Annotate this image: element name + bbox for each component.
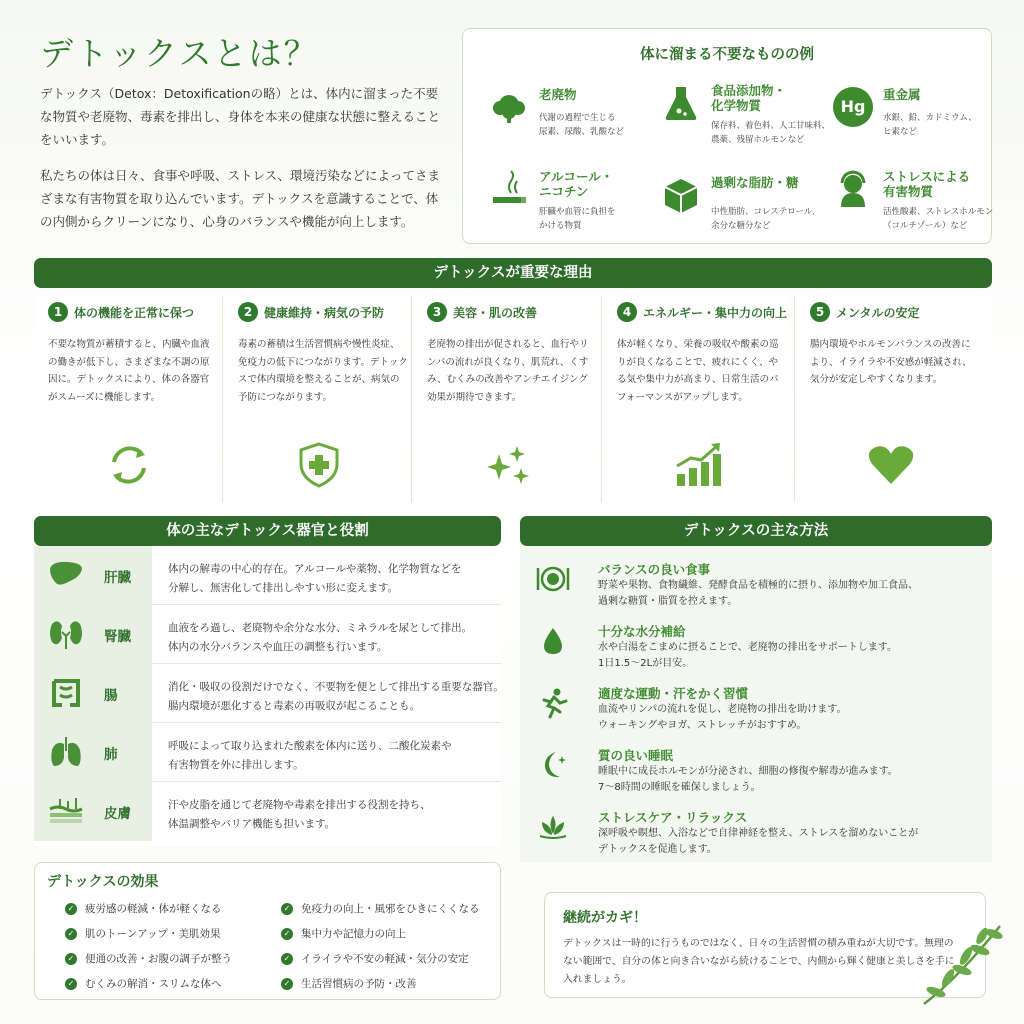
reason-card-5 <box>796 296 992 502</box>
intro-paragraph-1: デトックス（Detox：Detoxificationの略）とは、体内に溜まった不要な物質や老廃物、毒素を排出し、身体を本来の健康な状態に整えることをいいます。 <box>40 86 441 147</box>
method-line: 睡眠中に成長ホルモンが分泌され、細胞の修復や解毒が進みます。 <box>598 766 898 777</box>
method-description <box>598 826 988 858</box>
effects-panel <box>34 862 501 1000</box>
method-line: 水や白湯をこまめに摂ることで、老廃物の排出をサポートします。 <box>598 642 897 653</box>
divider <box>601 296 602 502</box>
method-relax <box>520 800 992 862</box>
method-title: 質の良い睡眠 <box>598 748 674 763</box>
page-title: デトックスとは？ <box>40 34 319 73</box>
sparkle-icon <box>483 440 533 490</box>
organ-description <box>168 796 498 834</box>
method-description <box>598 764 988 796</box>
substance-stress <box>819 169 994 239</box>
cloud-molecule-icon <box>489 87 529 127</box>
divider <box>411 296 412 502</box>
method-line: 血流やリンパの流れを促し、老廃物の排出を助けます。 <box>598 704 847 715</box>
effect-item <box>65 976 222 991</box>
substance-additives <box>647 83 831 153</box>
intestine-icon <box>48 677 84 709</box>
effect-item <box>281 951 469 966</box>
effect-text: 集中力や記憶力の向上 <box>301 928 406 940</box>
substance-desc-2: 農薬、残留ホルモンなど <box>711 135 805 145</box>
reason-number: 5 <box>810 302 830 322</box>
organ-label-cell <box>34 664 152 723</box>
method-diet <box>520 552 992 614</box>
check-icon: ✓ <box>281 978 293 990</box>
substance-name: アルコール・ ニコチン <box>539 169 614 199</box>
leaf-branch-icon <box>918 918 1008 1008</box>
substance-name: 重金属 <box>883 87 921 102</box>
substance-name: 食品添加物・ 化学物質 <box>711 83 787 113</box>
method-title: ストレスケア・リラックス <box>598 810 748 825</box>
organs-panel <box>34 546 504 846</box>
effect-text: 免疫力の向上・風邪をひきにくくなる <box>301 903 480 915</box>
method-line: ウォーキングやヨガ、ストレッチがおすすめ。 <box>598 720 807 731</box>
reason-title: 美容・肌の改善 <box>453 306 538 320</box>
organ-name: 腎臓 <box>104 629 131 645</box>
effect-text: 疲労感の軽減・体が軽くなる <box>85 903 222 915</box>
liver-icon <box>48 559 84 591</box>
substance-desc-2: 尿素、尿酸、乳酸など <box>539 127 625 137</box>
effect-text: 生活習慣病の予防・改善 <box>301 978 417 990</box>
method-title: バランスの良い食事 <box>598 562 711 577</box>
substance-name: 老廃物 <box>539 87 577 102</box>
organ-line: 有害物質を外に排出します。 <box>168 759 304 771</box>
reason-title: 健康維持・病気の予防 <box>264 306 385 320</box>
skin-layer-icon <box>48 795 84 827</box>
water-drop-icon <box>536 624 570 658</box>
organ-label-cell <box>34 782 152 841</box>
organ-name: 肝臓 <box>104 570 131 586</box>
effects-title: デトックスの効果 <box>47 874 159 890</box>
stressed-head-icon <box>833 169 873 209</box>
organ-description <box>168 560 498 598</box>
reasons-header: デトックスが重要な理由 <box>34 258 992 288</box>
organ-row-liver <box>34 546 501 605</box>
organ-line: 分解し、無害化して排出しやすい形に変えます。 <box>168 582 399 594</box>
method-line: デトックスを促進します。 <box>598 844 717 855</box>
substance-desc-1: 水銀、鉛、カドミウム、 <box>883 113 977 123</box>
effect-item <box>65 951 232 966</box>
substance-name: ストレスによる 有害物質 <box>883 169 971 199</box>
organ-name: 皮膚 <box>104 806 131 822</box>
organ-line: 呼吸によって取り込まれた酸素を体内に送り、二酸化炭素や <box>168 740 452 752</box>
plate-cutlery-icon <box>536 562 570 596</box>
check-icon: ✓ <box>281 903 293 915</box>
organ-description <box>168 737 498 775</box>
key-text: デトックスは一時的に行うものではなく、日々の生活習慣の積み重ねが大切です。無理のない範囲で、自分の体と向き合いながら続けることで、内側から輝く健康と美しさを手に入れましょう。 <box>563 938 955 985</box>
check-icon: ✓ <box>65 978 77 990</box>
organ-row-lungs <box>34 723 501 782</box>
intro-paragraph-2: 私たちの体は日々、食事や呼吸、ストレス、環境汚染などによってさまざまな有害物質を取り込んでいます。デトックスを意識することで、体の内側からクリーンになり、心身のバランスや機能が向上します。 <box>40 168 441 229</box>
reason-text: 老廃物の排出が促されると、血行やリンパの流れが良くなり、肌荒れ、くすみ、むくみの改善やアンチエイジング効果が期待できます。 <box>427 339 589 403</box>
refresh-cycle-icon <box>104 440 154 490</box>
effect-text: 肌のトーンアップ・美肌効果 <box>85 928 221 940</box>
organ-description <box>168 619 498 657</box>
reason-title: エネルギー・集中力の向上 <box>643 306 788 320</box>
method-description <box>598 702 988 734</box>
reason-card-3 <box>413 296 599 502</box>
check-icon: ✓ <box>281 928 293 940</box>
organ-row-skin <box>34 782 501 841</box>
method-line: 過剰な糖質・脂質を控えます。 <box>598 596 738 607</box>
organ-label-cell <box>34 723 152 782</box>
organ-label-cell <box>34 605 152 664</box>
moon-icon <box>536 748 570 782</box>
growth-chart-icon <box>673 440 723 490</box>
heart-icon <box>866 440 916 490</box>
substance-fat-sugar <box>647 175 821 245</box>
substance-desc-1: 保存料、着色料、人工甘味料、 <box>711 121 831 131</box>
check-icon: ✓ <box>65 928 77 940</box>
cigarette-icon <box>489 169 529 209</box>
substance-desc-1: 肝臓や血管に負担を <box>539 207 616 217</box>
methods-panel <box>520 546 992 862</box>
reason-number: 4 <box>617 302 637 322</box>
method-title: 十分な水分補給 <box>598 624 686 639</box>
divider <box>222 296 223 502</box>
method-line: 深呼吸や瞑想、入浴などで自律神経を整え、ストレスを溜めないことが <box>598 828 919 839</box>
organ-line: 血液をろ過し、老廃物や余分な水分、ミネラルを尿として排出。 <box>168 622 473 634</box>
substance-desc-2: かける物質 <box>539 221 582 231</box>
reason-card-1 <box>34 296 220 502</box>
organ-line: 汗や皮脂を通じて老廃物や毒素を排出する役割を持ち、 <box>168 799 431 811</box>
organ-name: 肺 <box>104 747 118 763</box>
effect-text: イライラや不安の軽減・気分の安定 <box>301 953 469 965</box>
method-description <box>598 578 988 610</box>
sugar-cube-icon <box>661 175 701 215</box>
method-title: 適度な運動・汗をかく習慣 <box>598 686 749 701</box>
reason-number: 1 <box>48 302 68 322</box>
substance-desc-2: ヒ素など <box>883 127 918 137</box>
organ-row-intestine <box>34 664 504 723</box>
method-exercise <box>520 676 992 738</box>
divider <box>794 296 795 502</box>
kidney-icon <box>48 618 84 650</box>
effect-text: むくみの解消・スリムな体へ <box>85 978 222 990</box>
reason-card-2 <box>224 296 410 502</box>
substance-heavy-metals <box>819 87 989 157</box>
substances-title: 体に溜まる不要なものの例 <box>640 47 814 63</box>
check-icon: ✓ <box>281 953 293 965</box>
running-person-icon <box>536 686 570 720</box>
reason-title: 体の機能を正常に保つ <box>74 306 195 320</box>
organ-line: 体内の水分バランスや血圧の調整も行います。 <box>168 641 388 653</box>
reason-title: メンタルの安定 <box>836 306 920 320</box>
methods-header: デトックスの主な方法 <box>520 516 992 546</box>
method-line: 野菜や果物、食物繊維、発酵食品を積極的に摂り、添加物や加工食品、 <box>598 580 918 591</box>
substance-name: 過剰な脂肪・糖 <box>711 175 799 190</box>
method-line: 1日1.5〜2Lが目安。 <box>598 658 693 669</box>
substance-desc-1: 中性脂肪、コレステロール、 <box>711 207 821 217</box>
method-hydration <box>520 614 992 676</box>
substance-desc-1: 代謝の過程で生じる <box>539 113 616 123</box>
organ-description <box>168 678 504 716</box>
check-icon: ✓ <box>65 953 77 965</box>
effect-item <box>281 926 406 941</box>
method-line: 7〜8時間の睡眠を確保しましょう。 <box>598 782 761 793</box>
flask-icon <box>661 83 701 123</box>
organ-label-cell <box>34 546 152 605</box>
effect-item <box>65 901 222 916</box>
hg-icon: Hg <box>833 87 873 127</box>
reason-text: 体が軽くなり、栄養の吸収や酸素の巡りが良くなることで、疲れにくく、やる気や集中力が高まり、日常生活のパフォーマンスがアップします。 <box>617 339 779 403</box>
reason-card-4 <box>603 296 789 502</box>
reason-number: 3 <box>427 302 447 322</box>
organ-line: 腸内環境が悪化すると毒素の再吸収が起こることも。 <box>168 700 420 712</box>
reason-text: 腸内環境やホルモンバランスの改善により、イライラや不安感が軽減され、気分が安定しやすくなります。 <box>810 339 972 385</box>
key-title: 継続がカギ！ <box>563 910 647 926</box>
substance-desc-1: 活性酸素、ストレスホルモン <box>883 207 994 217</box>
effect-item <box>281 901 480 916</box>
method-description <box>598 640 988 672</box>
shield-cross-icon <box>294 440 344 490</box>
substance-desc-2: 余分な糖分など <box>711 221 771 231</box>
reason-number: 2 <box>238 302 258 322</box>
substance-alcohol <box>475 169 645 239</box>
organ-line: 体内の解毒の中心的存在。アルコールや薬物、化学物質などを <box>168 563 462 575</box>
substance-desc-2: （コルチゾール）など <box>883 221 968 231</box>
substance-waste <box>475 87 645 157</box>
reason-text: 不要な物質が蓄積すると、内臓や血液の働きが低下し、さまざまな不調の原因に。デトックスにより、体の各器官がスムーズに機能します。 <box>48 339 210 403</box>
reason-text: 毒素の蓄積は生活習慣病や慢性炎症、免疫力の低下につながります。デトックスで体内環境を整えることが、病気の予防につながります。 <box>238 339 408 403</box>
method-sleep <box>520 738 992 800</box>
effect-item <box>65 926 221 941</box>
effect-item <box>281 976 417 991</box>
effect-text: 便通の改善・お腹の調子が整う <box>85 953 232 965</box>
organ-name: 腸 <box>104 688 118 704</box>
organs-header: 体の主なデトックス器官と役割 <box>34 516 501 546</box>
check-icon: ✓ <box>65 903 77 915</box>
lotus-icon <box>536 810 570 844</box>
organ-row-kidney <box>34 605 501 664</box>
substances-panel <box>462 28 992 244</box>
organ-line: 消化・吸収の役割だけでなく、不要物を便として排出する重要な器官。 <box>168 681 504 693</box>
lungs-icon <box>48 736 84 768</box>
organ-line: 体温調整やバリア機能も担います。 <box>168 818 336 830</box>
